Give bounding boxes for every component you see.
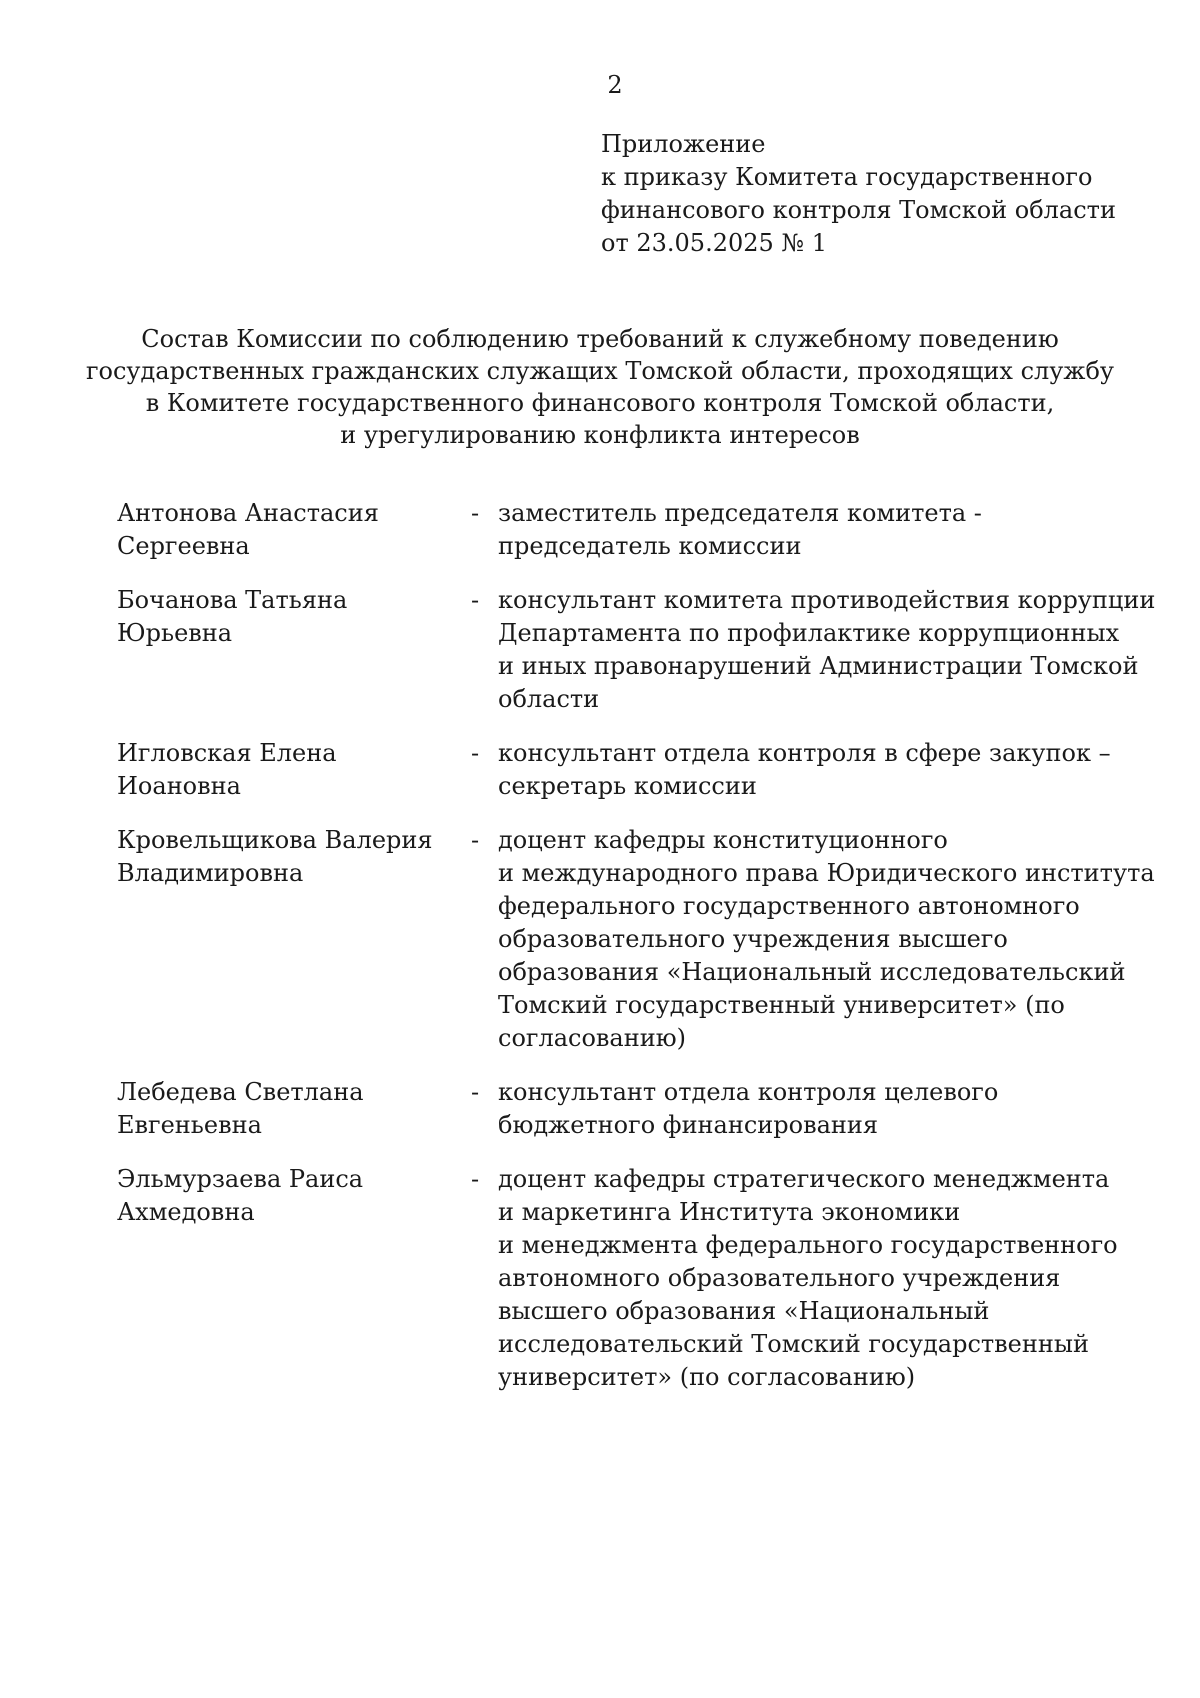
member-role-line: Томский государственный университет» (по — [498, 991, 1065, 1019]
member-row — [117, 1163, 1117, 1394]
member-role-line: бюджетного финансирования — [498, 1111, 879, 1139]
title-line: Состав Комиссии по соблюдению требований к служебному поведению — [141, 325, 1059, 353]
member-role-line: консультант отдела контроля целевого — [498, 1078, 999, 1106]
member-name — [117, 584, 452, 650]
member-dash: - — [470, 739, 480, 767]
member-role-line: федерального государственного автономного — [498, 892, 1080, 920]
member-name-line: Владимировна — [117, 859, 304, 887]
member-name-line: Игловская Елена — [117, 739, 337, 767]
member-name — [117, 1076, 452, 1142]
title-line: в Комитете государственного финансового контроля Томской области, — [145, 389, 1055, 417]
member-role-line: доцент кафедры конституционного — [498, 826, 948, 854]
member-role-line: председатель комиссии — [498, 532, 802, 560]
member-role-line: и международного права Юридического института — [498, 859, 1155, 887]
member-dash: - — [470, 826, 480, 854]
member-row — [117, 1076, 1117, 1142]
title-line: государственных гражданских служащих Томской области, проходящих службу — [85, 357, 1115, 385]
member-role-line: секретарь комиссии — [498, 772, 757, 800]
appendix-block — [601, 128, 1116, 260]
member-dash: - — [470, 499, 480, 527]
member-role — [498, 737, 1117, 803]
member-role-line: области — [498, 685, 600, 713]
member-role — [498, 1163, 1118, 1394]
member-role-line: университет» (по согласованию) — [498, 1363, 916, 1391]
member-role-line: консультант отдела контроля в сфере закупок – — [498, 739, 1111, 767]
member-role — [498, 824, 1155, 1055]
member-role-line: консультант комитета противодействия коррупции — [498, 586, 1156, 614]
title-line: и урегулированию конфликта интересов — [340, 421, 860, 449]
member-name — [117, 497, 452, 563]
member-name-line: Кровельщикова Валерия — [117, 826, 433, 854]
appendix-line: финансового контроля Томской области — [601, 196, 1116, 224]
member-role-line: заместитель председателя комитета - — [498, 499, 982, 527]
member-role-line: образования «Национальный исследовательский — [498, 958, 1126, 986]
member-name-line: Бочанова Татьяна — [117, 586, 348, 614]
member-row — [117, 584, 1156, 716]
appendix-line: от 23.05.2025 № 1 — [601, 229, 828, 257]
member-name-line: Эльмурзаева Раиса — [117, 1165, 364, 1193]
member-role-line: и менеджмента федерального государственного — [498, 1231, 1118, 1259]
member-name — [117, 1163, 452, 1229]
member-name-line: Лебедева Светлана — [117, 1078, 364, 1106]
member-name-line: Иоановна — [117, 772, 241, 800]
document-title — [0, 323, 1200, 451]
member-role-line: доцент кафедры стратегического менеджмента — [498, 1165, 1110, 1193]
member-row — [117, 824, 1155, 1055]
member-name-line: Ахмедовна — [117, 1198, 255, 1226]
member-role-line: исследовательский Томский государственный — [498, 1330, 1089, 1358]
member-name-line: Юрьевна — [117, 619, 233, 647]
member-role-line: образовательного учреждения высшего — [498, 925, 1008, 953]
member-role — [498, 1076, 1117, 1142]
member-name — [117, 737, 452, 803]
member-role — [498, 497, 1117, 563]
member-role — [498, 584, 1155, 716]
member-name — [117, 824, 452, 890]
member-name-line: Евгеньевна — [117, 1111, 262, 1139]
appendix-line: к приказу Комитета государственного — [601, 163, 1093, 191]
appendix-line: Приложение — [601, 130, 766, 158]
member-role-line: и иных правонарушений Администрации Томской — [498, 652, 1139, 680]
member-name-line: Сергеевна — [117, 532, 250, 560]
page-number: 2 — [607, 71, 623, 99]
member-name-line: Антонова Анастасия — [117, 499, 379, 527]
member-role-line: и маркетинга Института экономики — [498, 1198, 961, 1226]
member-dash: - — [470, 1078, 480, 1106]
member-dash: - — [470, 586, 480, 614]
member-dash: - — [470, 1165, 480, 1193]
member-row — [117, 737, 1117, 803]
member-row — [117, 497, 1117, 563]
member-role-line: согласованию) — [498, 1024, 686, 1052]
member-role-line: автономного образовательного учреждения — [498, 1264, 1061, 1292]
member-role-line: высшего образования «Национальный — [498, 1297, 990, 1325]
members-list — [117, 497, 1156, 1415]
member-role-line: Департамента по профилактике коррупционных — [498, 619, 1120, 647]
